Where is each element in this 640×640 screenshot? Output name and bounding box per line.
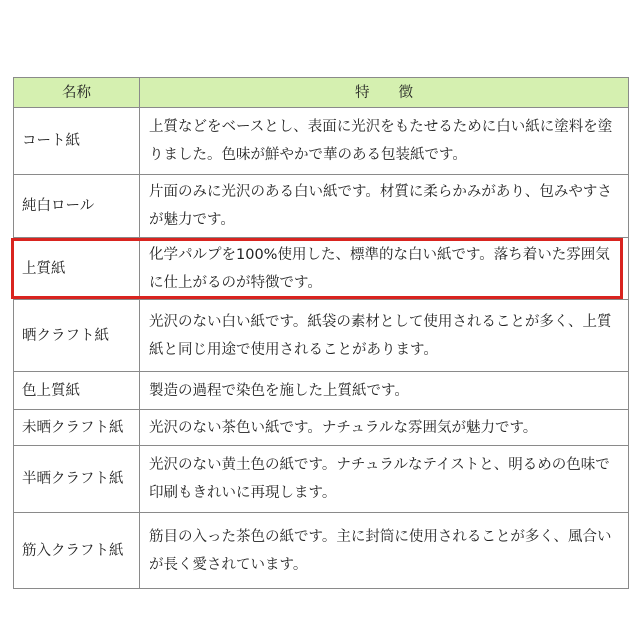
paper-name: 未晒クラフト紙 xyxy=(14,410,140,446)
paper-description: 上質などをベースとし、表面に光沢をもたせるために白い紙に塗料を塗りました。色味が鮮やかで華のある包装紙です。 xyxy=(140,108,629,175)
table-row xyxy=(14,372,629,410)
header-name: 名称 xyxy=(14,78,140,108)
paper-description: 片面のみに光沢のある白い紙です。材質に柔らかみがあり、包みやすさが魅力です。 xyxy=(140,175,629,238)
paper-description: 光沢のない茶色い紙です。ナチュラルな雰囲気が魅力です。 xyxy=(140,410,629,446)
paper-types-table xyxy=(13,77,629,589)
paper-name: コート紙 xyxy=(14,108,140,175)
table-row xyxy=(14,513,629,589)
paper-description: 化学パルプを100%使用した、標準的な白い紙です。落ち着いた雰囲気に仕上がるのが特徴です。 xyxy=(140,238,629,300)
table-row xyxy=(14,446,629,513)
paper-description: 光沢のない黄土色の紙です。ナチュラルなテイストと、明るめの色味で印刷もきれいに再現します。 xyxy=(140,446,629,513)
paper-name: 純白ロール xyxy=(14,175,140,238)
paper-description: 筋目の入った茶色の紙です。主に封筒に使用されることが多く、風合いが長く愛されています。 xyxy=(140,513,629,589)
table-header-row xyxy=(14,78,629,108)
table-row xyxy=(14,175,629,238)
paper-name: 筋入クラフト紙 xyxy=(14,513,140,589)
paper-name: 色上質紙 xyxy=(14,372,140,410)
table-row-highlighted xyxy=(14,238,629,300)
table-row xyxy=(14,108,629,175)
table-row xyxy=(14,410,629,446)
header-feature: 特 徴 xyxy=(140,78,629,108)
paper-name: 上質紙 xyxy=(14,238,140,300)
paper-name: 晒クラフト紙 xyxy=(14,300,140,372)
paper-description: 製造の過程で染色を施した上質紙です。 xyxy=(140,372,629,410)
paper-description: 光沢のない白い紙です。紙袋の素材として使用されることが多く、上質紙と同じ用途で使用されることがあります。 xyxy=(140,300,629,372)
paper-name: 半晒クラフト紙 xyxy=(14,446,140,513)
table-row xyxy=(14,300,629,372)
